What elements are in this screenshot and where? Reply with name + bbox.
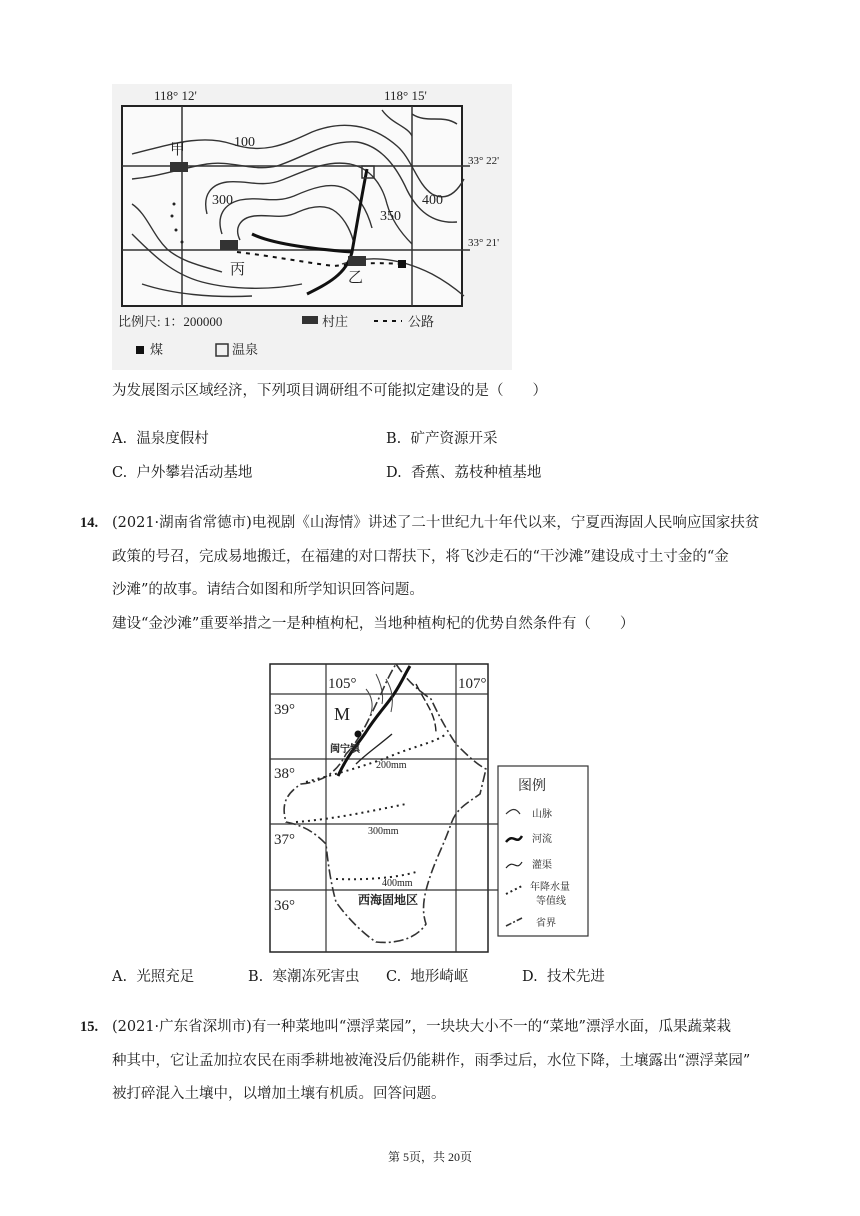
village-bing-marker	[220, 240, 238, 250]
q15-line-1: (2021·广东省深圳市)有一种菜地叫“漂浮菜园”，一块块大小不一的“菜地”漂浮水面，瓜果蔬菜栽	[112, 1019, 731, 1035]
option-text: 矿产资源开采	[410, 431, 498, 447]
topo-map-svg	[112, 84, 512, 370]
option-text: 温泉度假村	[136, 431, 209, 447]
label-m: M	[334, 704, 351, 724]
q15-line-2: 种其中，它让孟加拉农民在雨季耕地被淹没后仍能耕作，雨季过后，水位下降，土壤露出“漂浮菜园”	[112, 1053, 751, 1069]
option-letter: A.	[112, 969, 128, 985]
lat-bottom-label: 33° 21'	[468, 237, 500, 249]
q14-line-3: 沙滩”的故事。请结合如图和所学知识回答问题。	[112, 582, 424, 598]
option-letter: C.	[386, 969, 402, 985]
contour-label-100: 100	[234, 135, 255, 150]
legend-isoline: 等值线	[536, 896, 566, 907]
lat-top-label: 33° 22'	[468, 155, 500, 167]
legend-road: 公路	[408, 314, 435, 329]
option-letter: A.	[112, 431, 128, 447]
q13-stem: 为发展图示区域经济，下列项目调研组不可能拟定建设的是（ ）	[112, 383, 547, 399]
option-letter: D.	[386, 465, 402, 481]
lat-38-label: 38°	[274, 766, 295, 782]
legend-scale: 比例尺: 1：200000	[118, 314, 223, 329]
option-text: 光照充足	[136, 969, 195, 985]
topo-map-figure	[112, 84, 512, 370]
q14-option-d[interactable]	[522, 966, 605, 988]
q13-option-c[interactable]	[112, 462, 252, 484]
lat-37-label: 37°	[274, 832, 295, 848]
q14-line-2: 政策的号召，完成易地搬迁，在福建的对口帮扶下，将飞沙走石的“干沙滩”建设成寸土寸金的“金	[112, 549, 729, 565]
option-text: 寒潮冻死害虫	[272, 969, 360, 985]
contour-label-350: 350	[380, 209, 401, 224]
lat-39-label: 39°	[274, 702, 295, 718]
isohyet-400: 400mm	[382, 878, 413, 889]
legend-spring: 温泉	[232, 342, 259, 357]
q14-line-1: (2021·湖南省常德市)电视剧《山海情》讲述了二十世纪九十年代以来，宁夏西海固人民响应国家扶贫	[112, 515, 760, 531]
village-yi-marker	[348, 256, 366, 266]
q13-option-a[interactable]	[112, 428, 209, 450]
minning-town-marker	[355, 731, 362, 738]
option-letter: B.	[386, 431, 402, 447]
place-bing-label: 丙	[230, 262, 246, 278]
place-yi-label: 乙	[348, 270, 364, 286]
legend-coal: 煤	[150, 342, 164, 357]
ningxia-map-figure	[266, 654, 592, 956]
legend-mountain: 山脉	[532, 809, 552, 820]
page-footer: 第 5页，共 20页	[387, 1150, 472, 1164]
region-label: 西海固地区	[358, 893, 419, 907]
option-text: 香蕉、荔枝种植基地	[410, 465, 542, 481]
option-letter: B.	[248, 969, 264, 985]
village-jia-marker	[170, 162, 188, 172]
q15-line-3: 被打碎混入土壤中，以增加土壤有机质。回答问题。	[112, 1086, 446, 1102]
option-text: 技术先进	[546, 969, 605, 985]
q14-stem: 建设“金沙滩”重要举措之一是种植枸杞，当地种植枸杞的优势自然条件有（ ）	[112, 616, 635, 632]
ningxia-map-svg	[266, 654, 592, 956]
option-text: 户外攀岩活动基地	[136, 465, 253, 481]
q15-number: 15.	[80, 1019, 99, 1035]
option-letter: C.	[112, 465, 128, 481]
legend-canal: 灌渠	[532, 860, 552, 871]
contour-label-300: 300	[212, 193, 233, 208]
q13-option-b[interactable]	[386, 428, 497, 450]
q14-option-b[interactable]	[248, 966, 359, 988]
lon-left-label: 118° 12'	[154, 88, 197, 103]
legend-precip: 年降水量	[530, 882, 570, 893]
lon-107-label: 107°	[458, 676, 487, 692]
isohyet-200: 200mm	[376, 760, 407, 771]
lon-105-label: 105°	[328, 676, 357, 692]
legend-title: 图例	[518, 779, 546, 794]
place-jia-label: 甲	[170, 142, 186, 158]
isohyet-300: 300mm	[368, 826, 399, 837]
q14-option-c[interactable]	[386, 966, 468, 988]
lon-right-label: 118° 15'	[384, 88, 427, 103]
legend-village: 村庄	[322, 314, 349, 329]
q13-option-d[interactable]	[386, 462, 541, 484]
option-letter: D.	[522, 969, 538, 985]
option-text: 地形崎岖	[410, 969, 469, 985]
q14-option-a[interactable]	[112, 966, 194, 988]
lat-36-label: 36°	[274, 898, 295, 914]
coal-marker	[398, 260, 406, 268]
city-label: 闽宁镇	[330, 744, 360, 755]
q14-number: 14.	[80, 515, 99, 531]
contour-label-400: 400	[422, 193, 443, 208]
legend-border: 省界	[536, 918, 556, 929]
legend-river: 河流	[532, 834, 552, 845]
